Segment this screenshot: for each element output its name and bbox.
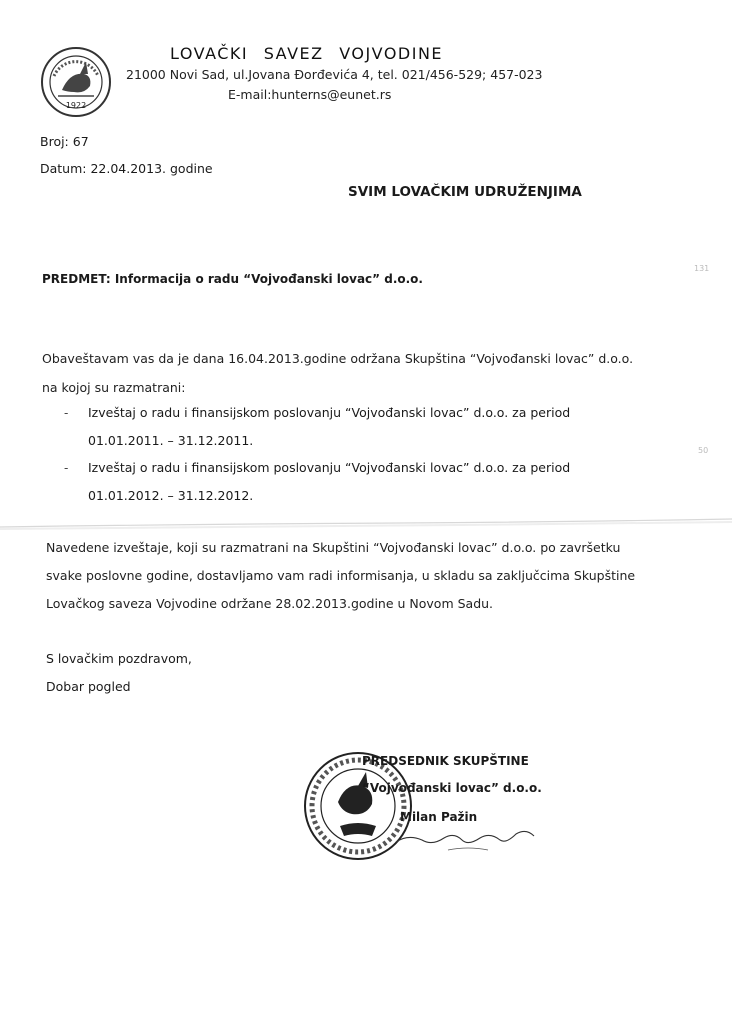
closing-sign-off: Dobar pogled bbox=[46, 679, 131, 694]
paper-fold-line bbox=[0, 517, 732, 531]
body-line-2: svake poslovne godine, dostavljamo vam radi informisanja, u skladu sa zaključcima Skupštine bbox=[46, 568, 636, 583]
intro-line-2: na kojoj su razmatrani: bbox=[42, 380, 186, 395]
body-line-3: Lovačkog saveza Vojvodine održane 28.02.2013.godine u Novom Sadu. bbox=[46, 596, 494, 611]
signatory-organization: “Vojvođanski lovac” d.o.o. bbox=[362, 781, 542, 795]
signatory-name: Milan Pažin bbox=[400, 810, 478, 824]
list-bullet: - bbox=[64, 461, 69, 475]
intro-line-1: Obaveštavam vas da je dana 16.04.2013.godine održana Skupština “Vojvođanski lovac” d.o.o. bbox=[42, 351, 634, 366]
logo-year: 1922 bbox=[65, 101, 87, 110]
organization-logo bbox=[40, 46, 112, 118]
subject-line: PREDMET: Informacija o radu “Vojvođanski lovac” d.o.o. bbox=[42, 272, 423, 286]
organization-email: E-mail:hunterns@eunet.rs bbox=[228, 87, 392, 102]
body-line-1: Navedene izveštaje, koji su razmatrani na Skupštini “Vojvođanski lovac” d.o.o. po završetku bbox=[46, 540, 621, 555]
reference-date: Datum: 22.04.2013. godine bbox=[40, 161, 213, 176]
reference-number: Broj: 67 bbox=[40, 134, 89, 149]
margin-mark: 50 bbox=[698, 446, 709, 455]
recipient-heading: SVIM LOVAČKIM UDRUŽENJIMA bbox=[348, 184, 582, 200]
list-item-2-line-2: 01.01.2012. – 31.12.2012. bbox=[88, 488, 254, 503]
organization-name: LOVAČKI SAVEZ VOJVODINE bbox=[170, 44, 444, 63]
handwritten-signature bbox=[388, 820, 538, 860]
signatory-title: PREDSEDNIK SKUPŠTINE bbox=[362, 754, 529, 768]
list-item-2-line-1: Izveštaj o radu i finansijskom poslovanju “Vojvođanski lovac” d.o.o. za period bbox=[88, 460, 571, 475]
closing-greeting: S lovačkim pozdravom, bbox=[46, 651, 192, 666]
list-item-1-line-2: 01.01.2011. – 31.12.2011. bbox=[88, 433, 254, 448]
organization-address: 21000 Novi Sad, ul.Jovana Đorđevića 4, tel. 021/456-529; 457-023 bbox=[126, 67, 543, 82]
list-item-1-line-1: Izveštaj o radu i finansijskom poslovanju “Vojvođanski lovac” d.o.o. za period bbox=[88, 405, 571, 420]
list-bullet: - bbox=[64, 406, 69, 420]
margin-mark: 131 bbox=[694, 264, 710, 273]
